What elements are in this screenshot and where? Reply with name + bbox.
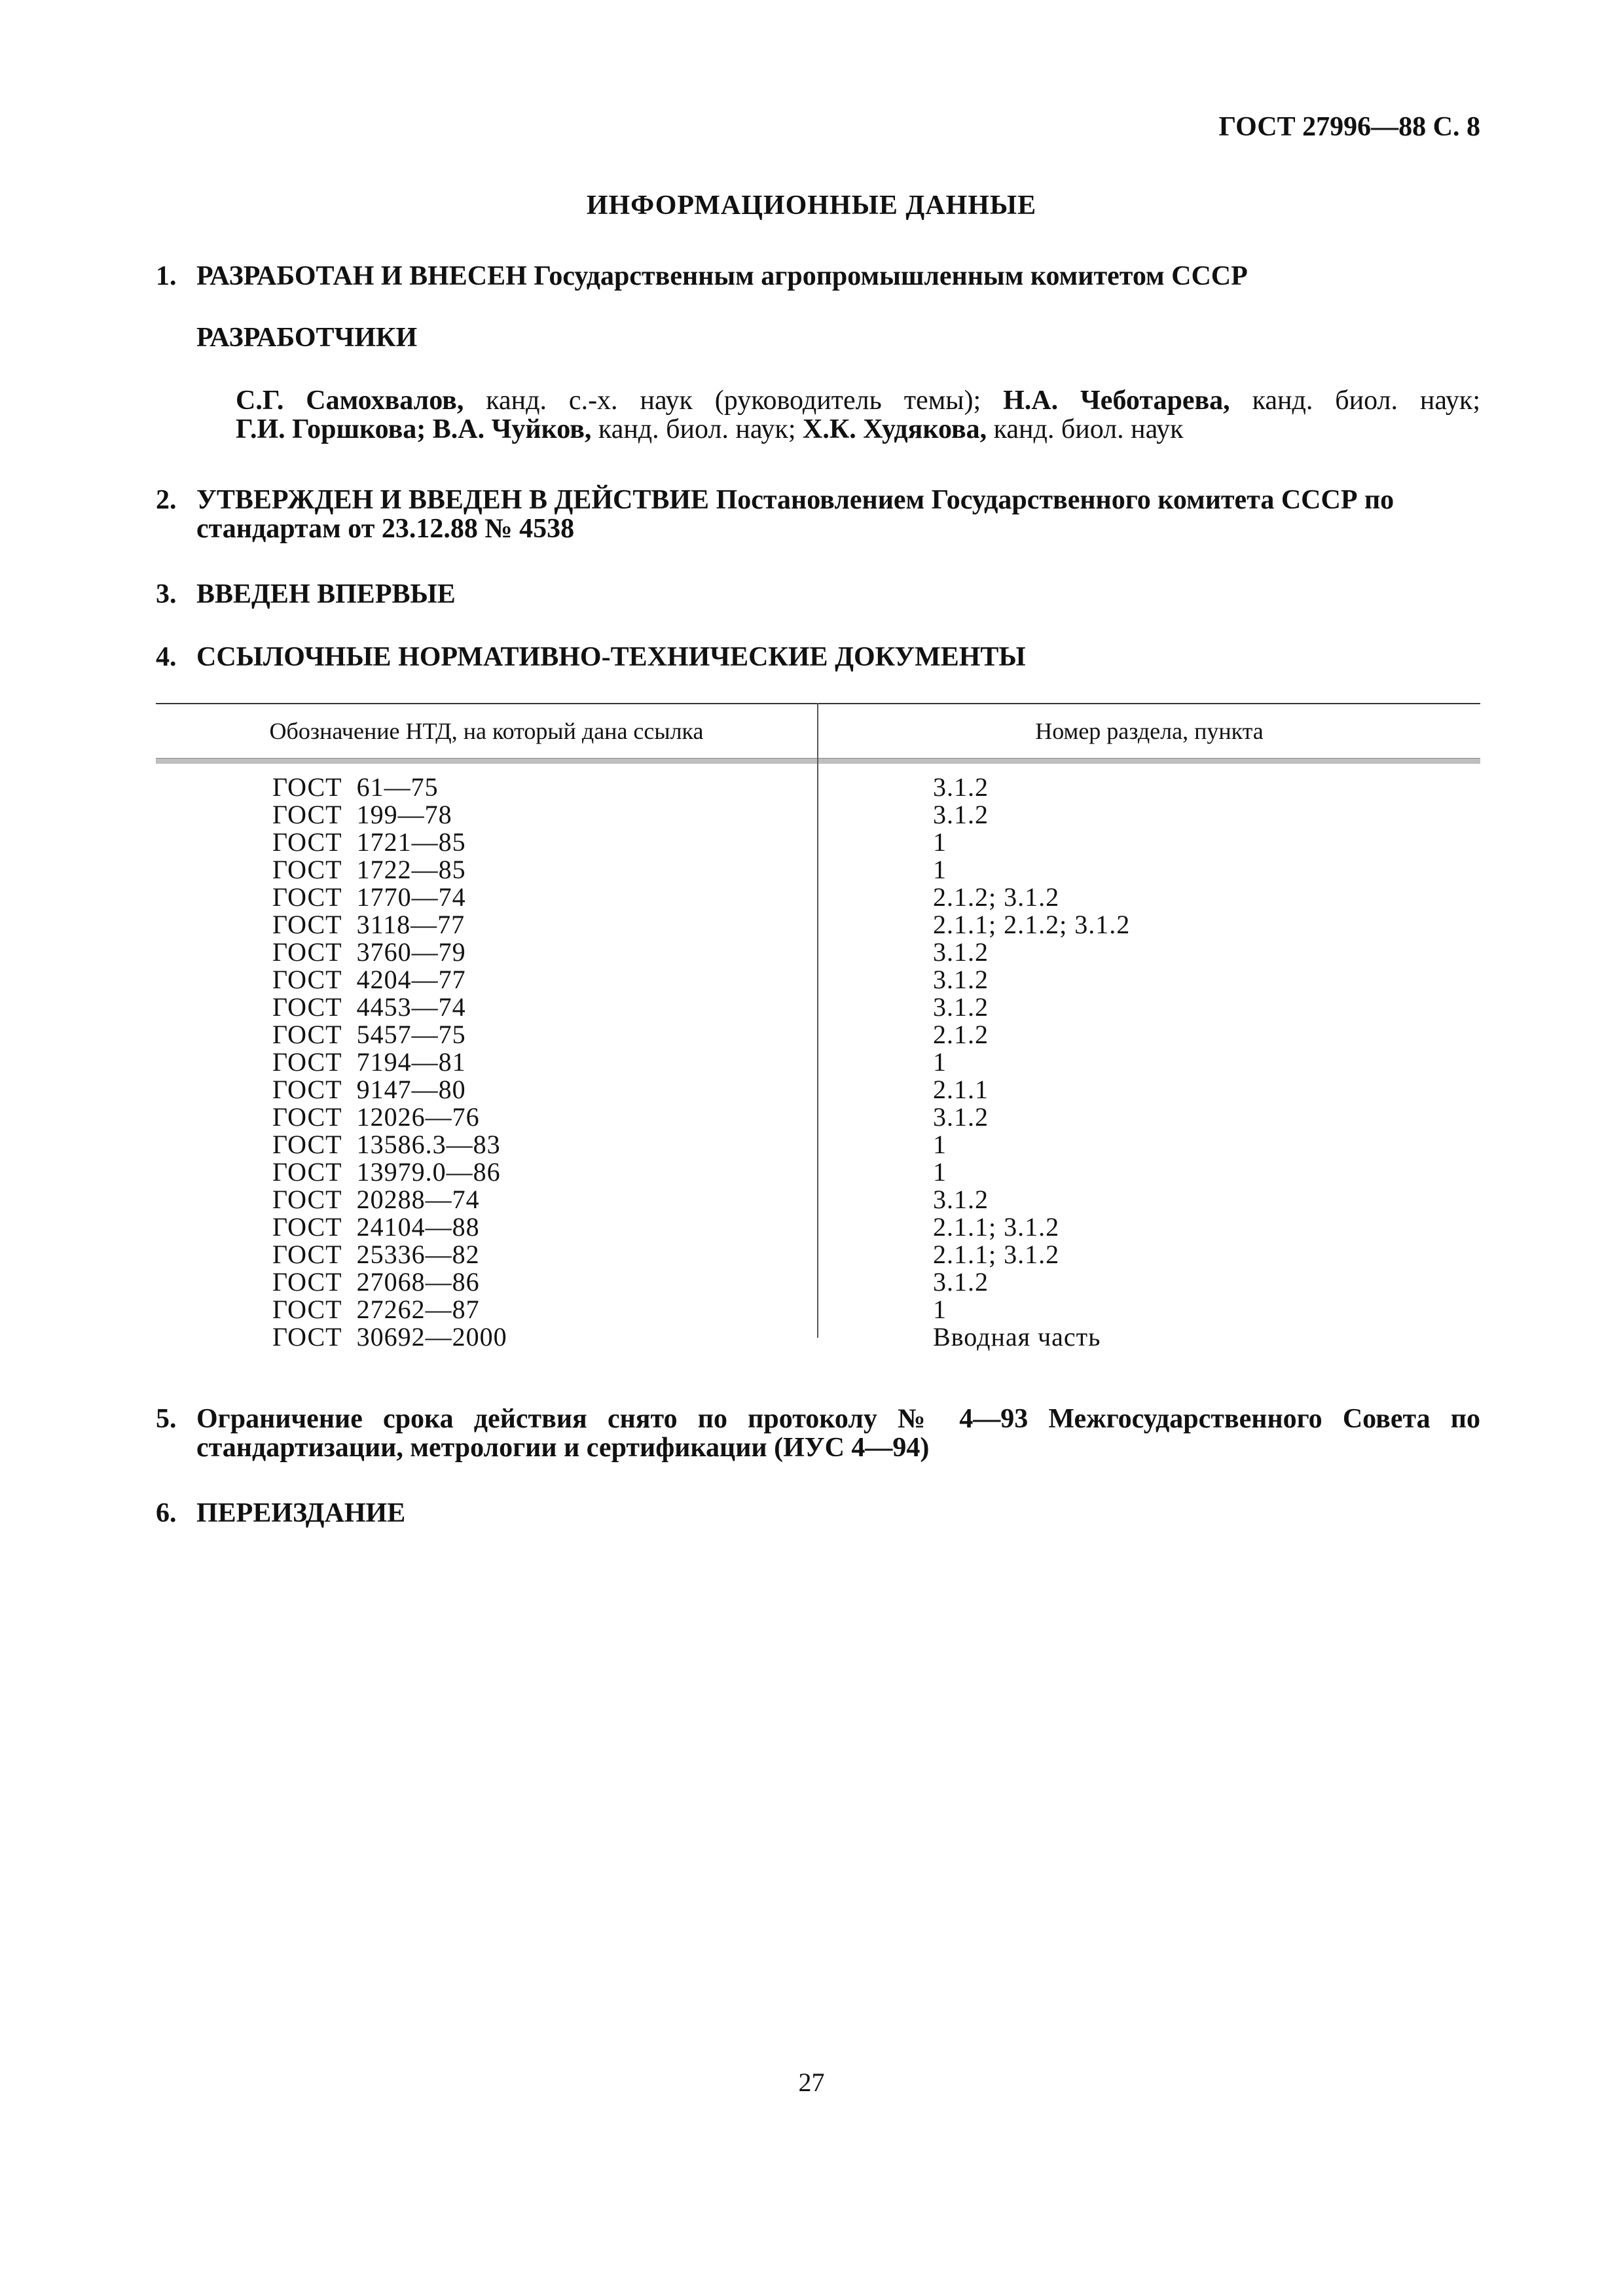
section-number: 1. [156, 261, 177, 291]
reference-section: 1 [933, 855, 947, 884]
developer-name: Н.А. Чеботарева, [1003, 386, 1230, 416]
developers-line [236, 415, 1480, 444]
developer-credentials: канд. биол. наук; [1230, 386, 1480, 416]
reference-section: 1 [933, 827, 947, 857]
reference-document: ГОСТ 27262—87 [272, 1295, 480, 1324]
reference-document: ГОСТ 9147—80 [272, 1075, 466, 1104]
table-row [156, 1268, 1480, 1296]
reference-section: 3.1.2 [933, 1267, 989, 1297]
reference-section: 3.1.2 [933, 992, 989, 1022]
reference-document: ГОСТ 4204—77 [272, 965, 466, 994]
reference-section: 1 [933, 1157, 947, 1187]
table-row [156, 829, 1480, 856]
developer-credentials: канд. биол. наук [987, 414, 1184, 444]
section-3 [156, 580, 1480, 609]
reference-document: ГОСТ 27068—86 [272, 1267, 480, 1297]
reference-document: ГОСТ 199—78 [272, 800, 452, 829]
section-6 [156, 1499, 1480, 1528]
reference-section: 3.1.2 [933, 937, 989, 967]
reference-section: Вводная часть [933, 1322, 1101, 1352]
reference-section: 3.1.2 [933, 800, 989, 829]
reference-document: ГОСТ 3760—79 [272, 937, 466, 967]
reference-section: 3.1.2 [933, 1102, 989, 1132]
reference-document: ГОСТ 5457—75 [272, 1020, 466, 1049]
table-row [156, 1103, 1480, 1131]
reference-document: ГОСТ 1721—85 [272, 827, 466, 857]
table-row [156, 1131, 1480, 1158]
table-row [156, 1296, 1480, 1323]
reference-section: 1 [933, 1047, 947, 1077]
developer-credentials: канд. биол. наук; [591, 414, 803, 444]
reference-document: ГОСТ 30692—2000 [272, 1322, 507, 1352]
reference-section: 3.1.2 [933, 965, 989, 994]
table-row [156, 1186, 1480, 1213]
reference-document: ГОСТ 25336—82 [272, 1240, 480, 1269]
reference-document: ГОСТ 3118—77 [272, 910, 465, 939]
reference-document: ГОСТ 12026—76 [272, 1102, 480, 1132]
reference-section: 3.1.2 [933, 1185, 989, 1214]
developers-list [236, 386, 1480, 444]
section-number: 3. [156, 579, 177, 609]
section-number: 4. [156, 642, 177, 672]
reference-document: ГОСТ 13979.0—86 [272, 1157, 501, 1187]
section-lead: РАЗРАБОТАН И ВНЕСЕН [196, 261, 527, 291]
table-row [156, 1241, 1480, 1268]
document-title: ИНФОРМАЦИОННЫЕ ДАННЫЕ [586, 190, 1037, 221]
table-row [156, 1323, 1480, 1351]
section-text: Постановлением Государственного комитета СССР по стандартам от 23.12.88 № 4538 [196, 485, 1395, 544]
developers-heading: РАЗРАБОТЧИКИ [196, 323, 418, 353]
reference-document: ГОСТ 24104—88 [272, 1212, 480, 1242]
reference-document: ГОСТ 1770—74 [272, 882, 466, 912]
reference-section: 1 [933, 1295, 947, 1324]
reference-document: ГОСТ 1722—85 [272, 855, 466, 884]
table-body [156, 774, 1480, 1351]
table-row [156, 911, 1480, 939]
table-row [156, 884, 1480, 911]
reference-section: 2.1.1 [933, 1075, 989, 1104]
table-row [156, 1158, 1480, 1186]
section-number: 2. [156, 485, 177, 515]
table-row [156, 856, 1480, 884]
reference-section: 2.1.1; 3.1.2 [933, 1240, 1060, 1269]
running-title: ГОСТ 27996—88 С. 8 [1218, 112, 1480, 142]
section-body [196, 262, 1480, 291]
section-lead: УТВЕРЖДЕН И ВВЕДЕН В ДЕЙСТВИЕ [196, 485, 710, 515]
section-2 [156, 486, 1480, 543]
section-text: Государственным агропромышленным комитетом СССР [526, 261, 1248, 291]
section-5 [156, 1405, 1480, 1462]
section-number: 6. [156, 1498, 177, 1528]
section-text: Ограничение срока действия снято по протоколу № 4—93 Межгосударственного Совета по стандартизации, метрологии и сертификации (ИУС 4—94) [196, 1404, 1480, 1463]
table-row [156, 1049, 1480, 1076]
table-row [156, 966, 1480, 994]
table-row [156, 1021, 1480, 1049]
developer-name: Х.К. Худякова, [803, 414, 987, 444]
reference-document: ГОСТ 13586.3—83 [272, 1130, 501, 1159]
column-header-document: Обозначение НТД, на который дана ссылка [269, 718, 704, 744]
table-row [156, 1076, 1480, 1103]
table-row [156, 774, 1480, 801]
section-lead: ССЫЛОЧНЫЕ НОРМАТИВНО-ТЕХНИЧЕСКИЕ ДОКУМЕНТЫ [196, 642, 1026, 672]
reference-section: 2.1.2; 3.1.2 [933, 882, 1060, 912]
page-number: 27 [798, 2068, 825, 2097]
section-lead: ПЕРЕИЗДАНИЕ [196, 1498, 406, 1528]
column-header-section: Номер раздела, пункта [1035, 718, 1264, 744]
reference-section: 2.1.1; 3.1.2 [933, 1212, 1060, 1242]
reference-section: 2.1.2 [933, 1020, 989, 1049]
reference-document: ГОСТ 7194—81 [272, 1047, 466, 1077]
reference-section: 3.1.2 [933, 772, 989, 802]
reference-document: ГОСТ 20288—74 [272, 1185, 480, 1214]
reference-document: ГОСТ 4453—74 [272, 992, 466, 1022]
section-number: 5. [156, 1404, 177, 1434]
table-row [156, 939, 1480, 966]
section-1 [156, 262, 1480, 291]
developer-credentials: канд. с.-х. наук (руководитель темы); [464, 386, 1004, 416]
developer-name: С.Г. Самохвалов, [236, 386, 464, 416]
reference-section: 2.1.1; 2.1.2; 3.1.2 [933, 910, 1131, 939]
developers-line [236, 386, 1480, 415]
section-body [196, 486, 1480, 543]
section-4 [156, 643, 1480, 672]
table-row [156, 1213, 1480, 1241]
section-lead: ВВЕДЕН ВПЕРВЫЕ [196, 579, 456, 609]
reference-section: 1 [933, 1130, 947, 1159]
developer-name: Г.И. Горшкова; В.А. Чуйков, [236, 414, 592, 444]
table-row [156, 801, 1480, 829]
table-row [156, 994, 1480, 1021]
reference-document: ГОСТ 61—75 [272, 772, 439, 802]
